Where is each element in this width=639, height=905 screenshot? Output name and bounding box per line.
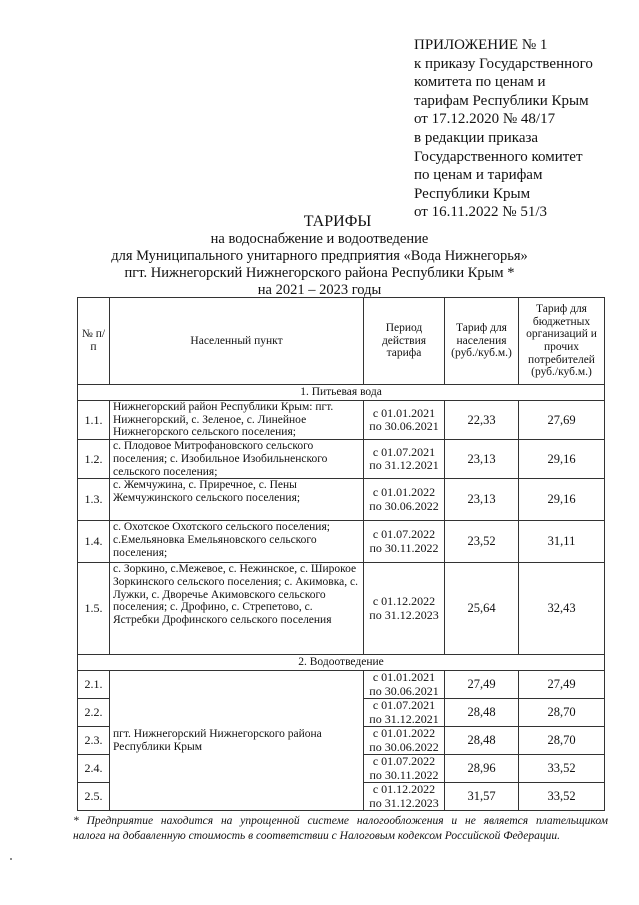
period-to: по 31.12.2023 — [369, 795, 439, 810]
row-budget-tariff: 29,16 — [519, 440, 605, 479]
row-population-tariff: 25,64 — [445, 563, 519, 655]
row-budget-tariff: 27,49 — [519, 671, 605, 699]
row-population-tariff: 22,33 — [445, 401, 519, 440]
subtitle-line: для Муниципального унитарного предприятия «Вода Нижнегорья» — [111, 248, 528, 264]
appendix-line: Государственного комитет — [414, 148, 583, 165]
row-population-tariff: 27,49 — [445, 671, 519, 699]
table-row — [78, 521, 605, 563]
row-num: 2.5. — [78, 783, 110, 811]
period-to: по 31.12.2023 — [369, 607, 439, 622]
row-locality: Нижнегорский район Республики Крым: пгт. Нижнегорский, с. Зеленое, с. Линейное Нижнегорского сельского поселения; — [110, 401, 364, 440]
period-to: по 30.11.2022 — [369, 767, 439, 782]
row-num: 1.3. — [78, 479, 110, 521]
appendix-line: по ценам и тарифам — [414, 167, 543, 184]
period-from: с 01.01.2022 — [372, 485, 436, 500]
table-row — [78, 440, 605, 479]
section-row — [78, 385, 605, 401]
appendix-line: от 16.11.2022 № 51/3 — [414, 204, 548, 221]
header-period: Период действия тарифа — [364, 298, 445, 385]
row-population-tariff: 31,57 — [445, 783, 519, 811]
table-row — [78, 671, 605, 699]
row-budget-tariff: 29,16 — [519, 479, 605, 521]
row-locality: с. Охотское Охотского сельского поселения; с.Емельяновка Емельяновского сельского поселения; — [110, 521, 364, 563]
table-row — [78, 479, 605, 521]
row-population-tariff: 28,48 — [445, 699, 519, 727]
header-locality: Населенный пункт — [110, 298, 364, 385]
period-to: по 31.12.2021 — [369, 711, 439, 726]
period-to: по 30.06.2022 — [369, 739, 439, 754]
row-period — [364, 521, 445, 563]
period-to: по 30.06.2022 — [369, 498, 439, 513]
footnote-line: * Предприятие находится на упрощенной системе налогообложения и не является плательщиком — [73, 815, 608, 827]
section-title-water: 1. Питьевая вода — [78, 385, 605, 401]
row-period — [364, 727, 445, 755]
row-period — [364, 671, 445, 699]
table-row — [78, 401, 605, 440]
row-locality: с. Плодовое Митрофановского сельского поселения; с. Изобильное Изобильненского сельского поселения; — [110, 440, 364, 479]
period-to: по 31.12.2021 — [369, 458, 439, 473]
period-to: по 30.06.2021 — [369, 419, 439, 434]
row-budget-tariff: 31,11 — [519, 521, 605, 563]
row-period — [364, 401, 445, 440]
period-from: с 01.07.2022 — [372, 527, 436, 542]
section-row — [78, 655, 605, 671]
table-header-row — [78, 298, 605, 385]
header-num: № п/п — [78, 298, 110, 385]
period-from: с 01.07.2022 — [372, 754, 436, 769]
row-num: 1.4. — [78, 521, 110, 563]
sewer-locality: пгт. Нижнегорский Нижнегорского района Республики Крым — [110, 671, 364, 811]
footnote-line: налога на добавленную стоимость в соответствии с Налоговым кодексом Российской Федерации. — [73, 830, 560, 842]
appendix-line: комитета по ценам и — [414, 74, 546, 91]
section-title-sewer: 2. Водоотведение — [78, 655, 605, 671]
row-budget-tariff: 33,52 — [519, 755, 605, 783]
row-num: 1.1. — [78, 401, 110, 440]
row-budget-tariff: 33,52 — [519, 783, 605, 811]
appendix-line: в редакции приказа — [414, 129, 539, 146]
row-num: 2.4. — [78, 755, 110, 783]
row-population-tariff: 28,96 — [445, 755, 519, 783]
row-num: 1.5. — [78, 563, 110, 655]
appendix-header — [414, 36, 629, 222]
appendix-line: Республики Крым — [414, 185, 531, 202]
subtitle-line: на 2021 – 2023 годы — [257, 282, 382, 298]
period-from: с 01.07.2021 — [372, 698, 436, 713]
row-population-tariff: 23,13 — [445, 479, 519, 521]
period-from: с 01.12.2022 — [372, 594, 436, 609]
row-period — [364, 755, 445, 783]
row-num: 2.3. — [78, 727, 110, 755]
appendix-line: тарифам Республики Крым — [414, 92, 589, 109]
appendix-line: к приказу Государственного — [414, 55, 593, 72]
row-population-tariff: 23,13 — [445, 440, 519, 479]
table-row — [78, 563, 605, 655]
document-title: ТАРИФЫ — [303, 213, 372, 230]
scan-speck — [10, 858, 12, 860]
footnote — [73, 814, 608, 844]
subtitle-line: на водоснабжение и водоотведение — [210, 231, 429, 247]
tariffs-table — [77, 297, 605, 811]
row-period — [364, 440, 445, 479]
row-period — [364, 563, 445, 655]
row-population-tariff: 28,48 — [445, 727, 519, 755]
row-num: 2.2. — [78, 699, 110, 727]
subtitle-line: пгт. Нижнегорский Нижнегорского района Республики Крым * — [124, 265, 515, 281]
period-to: по 30.11.2022 — [369, 540, 439, 555]
row-num: 2.1. — [78, 671, 110, 699]
row-locality: с. Жемчужина, с. Приречное, с. Пены Жемчужинского сельского поселения; — [110, 479, 364, 521]
row-period — [364, 479, 445, 521]
row-budget-tariff: 32,43 — [519, 563, 605, 655]
row-locality: с. Зоркино, с.Межевое, с. Нежинское, с. Широкое Зоркинского сельского поселения; с. Акимовка, с. Лужки, с. Дворечье Акимовского сельского поселения; с. Дрофино, с. Стрепетово, с. Ястребки Дрофинского сельского поселения — [110, 563, 364, 655]
period-to: по 30.06.2021 — [369, 683, 439, 698]
appendix-line: от 17.12.2020 № 48/17 — [414, 111, 556, 128]
period-from: с 01.01.2022 — [372, 726, 436, 741]
row-population-tariff: 23,52 — [445, 521, 519, 563]
header-population: Тариф для населения (руб./куб.м.) — [445, 298, 519, 385]
period-from: с 01.12.2022 — [372, 782, 436, 797]
period-from: с 01.01.2021 — [372, 405, 436, 420]
row-budget-tariff: 28,70 — [519, 699, 605, 727]
header-budget: Тариф для бюджетных организаций и прочих потребителей (руб./куб.м.) — [519, 298, 605, 385]
period-from: с 01.01.2021 — [372, 670, 436, 685]
row-budget-tariff: 28,70 — [519, 727, 605, 755]
row-num: 1.2. — [78, 440, 110, 479]
row-period — [364, 783, 445, 811]
period-from: с 01.07.2021 — [372, 444, 436, 459]
appendix-line: ПРИЛОЖЕНИЕ № 1 — [414, 37, 548, 53]
row-budget-tariff: 27,69 — [519, 401, 605, 440]
row-period — [364, 699, 445, 727]
